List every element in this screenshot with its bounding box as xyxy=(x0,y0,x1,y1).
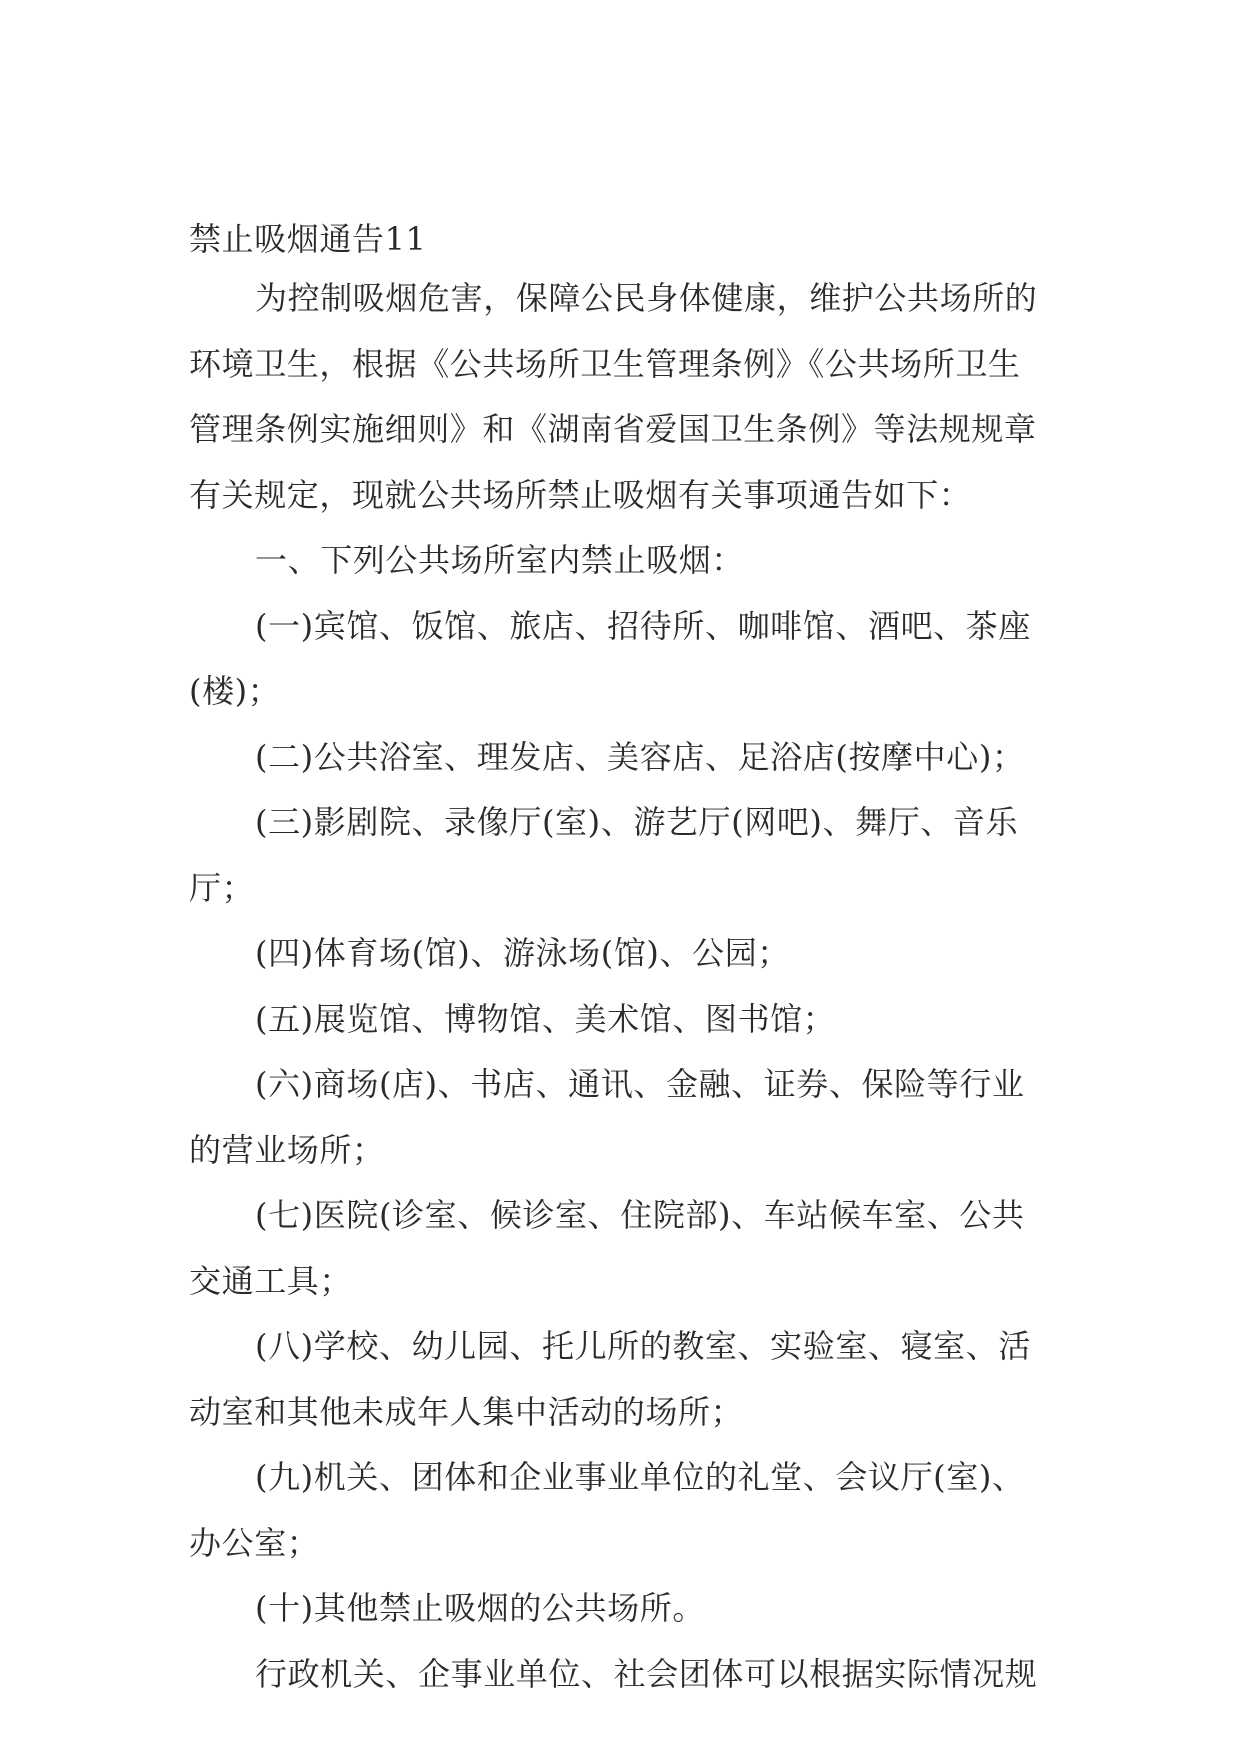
text-line: (六)商场(店)、书店、通讯、金融、证券、保险等行业 xyxy=(255,1065,1025,1103)
document-body xyxy=(189,214,1049,1707)
text-line: (二)公共浴室、理发店、美容店、足浴店(按摩中心)； xyxy=(255,737,1025,776)
text-line: (九)机关、团体和企业事业单位的礼堂、会议厅(室)、 xyxy=(255,1458,1025,1496)
document-text xyxy=(189,266,1049,1707)
document-title: 禁止吸烟通告11 xyxy=(189,220,427,258)
text-line: 有关规定，现就公共场所禁止吸烟有关事项通告如下： xyxy=(189,475,972,514)
text-line: 环境卫生，根据《公共场所卫生管理条例》《公共场所卫生 xyxy=(189,344,1021,383)
text-line: 办公室； xyxy=(189,1523,320,1562)
text-line: (一)宾馆、饭馆、旅店、招待所、咖啡馆、酒吧、茶座 xyxy=(255,606,1031,645)
text-line: 一、下列公共场所室内禁止吸烟： xyxy=(255,541,745,579)
text-line: 管理条例实施细则》和《湖南省爱国卫生条例》等法规规章 xyxy=(189,410,1037,448)
text-line: (楼)； xyxy=(189,672,281,710)
text-line: (十)其他禁止吸烟的公共场所。 xyxy=(255,1589,705,1627)
text-line: 厅； xyxy=(189,868,255,907)
text-line: (三)影剧院、录像厅(室)、游艺厅(网吧)、舞厅、音乐 xyxy=(255,803,1019,841)
text-line: (四)体育场(馆)、游泳场(馆)、公园； xyxy=(255,934,790,972)
text-line: (七)医院(诊室、候诊室、住院部)、车站候车室、公共 xyxy=(255,1196,1025,1234)
text-line: 的营业场所； xyxy=(189,1130,385,1169)
text-line: 交通工具； xyxy=(189,1261,353,1300)
text-line: (五)展览馆、博物馆、美术馆、图书馆； xyxy=(255,999,836,1038)
text-line: 行政机关、企事业单位、社会团体可以根据实际情况规 xyxy=(255,1654,1038,1693)
text-line: (八)学校、幼儿园、托儿所的教室、实验室、寝室、活 xyxy=(255,1327,1031,1365)
text-line: 为控制吸烟危害，保障公民身体健康，维护公共场所的 xyxy=(255,279,1038,317)
text-line: 动室和其他未成年人集中活动的场所； xyxy=(189,1392,744,1431)
